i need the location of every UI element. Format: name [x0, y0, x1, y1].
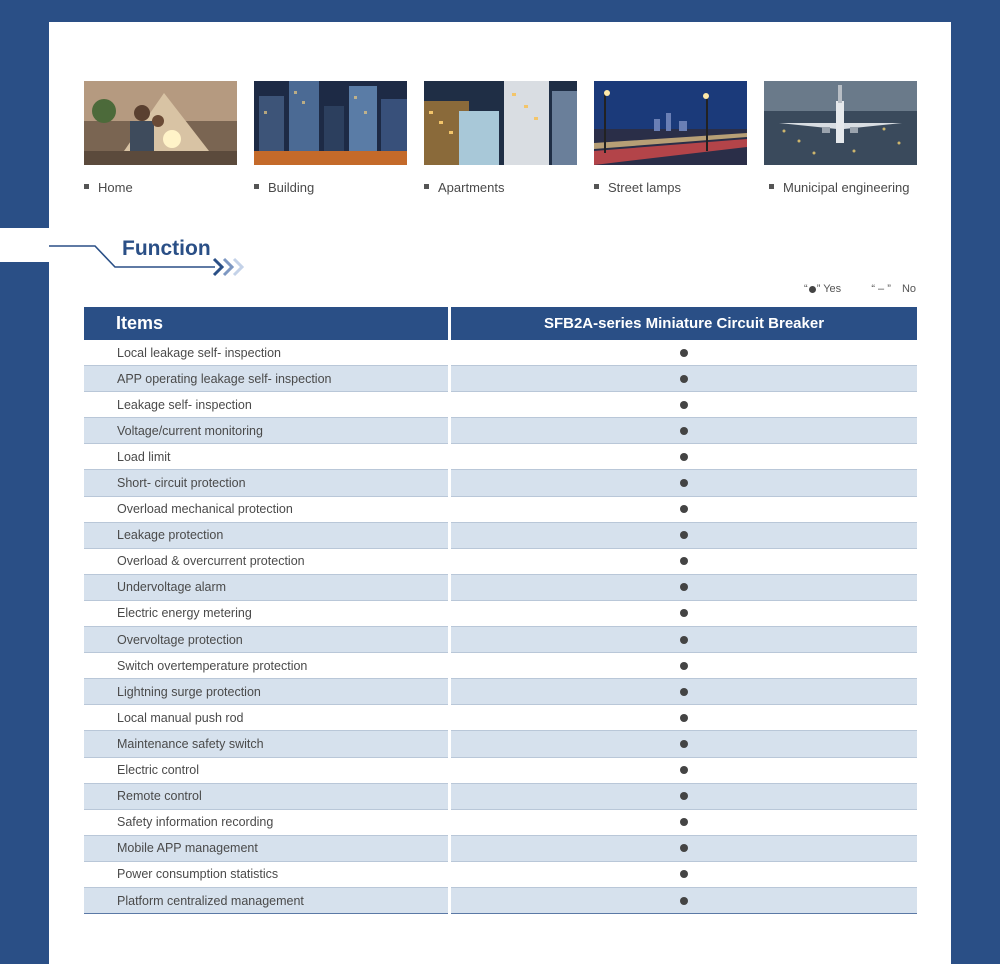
airport-airplane-photo [764, 81, 917, 165]
function-item-label: Platform centralized management [84, 888, 448, 914]
table-body [84, 340, 917, 914]
function-item-label: Undervoltage alarm [84, 575, 448, 601]
filled-dot-icon [680, 636, 688, 644]
support-cell [451, 575, 917, 601]
filled-dot-icon [680, 766, 688, 774]
header-product: SFB2A-series Miniature Circuit Breaker [451, 307, 917, 340]
table-row [84, 470, 917, 496]
support-cell [451, 340, 917, 366]
section-title: Function [122, 237, 211, 260]
street-lamps-photo [594, 81, 747, 165]
legend-no-symbol: “ – ” [871, 283, 891, 295]
table-row [84, 523, 917, 549]
application-label: Building [254, 180, 314, 195]
application-label: Home [84, 180, 133, 195]
function-item-label: Switch overtemperature protection [84, 653, 448, 679]
support-cell [451, 888, 917, 914]
filled-dot-icon [680, 401, 688, 409]
function-item-label: Overload & overcurrent protection [84, 549, 448, 575]
filled-dot-icon [680, 505, 688, 513]
support-cell [451, 523, 917, 549]
filled-dot-icon [680, 557, 688, 565]
function-item-label: APP operating leakage self- inspection [84, 366, 448, 392]
function-item-label: Short- circuit protection [84, 470, 448, 496]
bullet-square-icon [769, 184, 774, 189]
applications-row [84, 81, 917, 201]
support-cell [451, 810, 917, 836]
application-label: Apartments [424, 180, 504, 195]
function-item-label: Remote control [84, 784, 448, 810]
function-item-label: Mobile APP management [84, 836, 448, 862]
legend: “ ” Yes “ – ” No [804, 283, 916, 295]
function-item-label: Safety information recording [84, 810, 448, 836]
support-cell [451, 627, 917, 653]
bullet-square-icon [594, 184, 599, 189]
support-cell [451, 549, 917, 575]
table-row [84, 418, 917, 444]
family-living-room-photo [84, 81, 237, 165]
table-row [84, 549, 917, 575]
filled-dot-icon [680, 349, 688, 357]
function-item-label: Overload mechanical protection [84, 497, 448, 523]
heading-white-tab [0, 228, 49, 262]
filled-dot-icon [680, 583, 688, 591]
table-row [84, 392, 917, 418]
application-home [84, 81, 237, 195]
bullet-square-icon [424, 184, 429, 189]
filled-dot-icon [680, 714, 688, 722]
support-cell [451, 601, 917, 627]
table-header [84, 307, 917, 340]
table-row [84, 784, 917, 810]
filled-dot-icon [680, 897, 688, 905]
filled-dot-icon [680, 792, 688, 800]
function-item-label: Load limit [84, 444, 448, 470]
support-cell [451, 444, 917, 470]
table-row [84, 810, 917, 836]
filled-dot-icon [680, 870, 688, 878]
table-row [84, 862, 917, 888]
function-item-label: Overvoltage protection [84, 627, 448, 653]
table-row [84, 731, 917, 757]
support-cell [451, 731, 917, 757]
table-row [84, 627, 917, 653]
table-row [84, 497, 917, 523]
filled-dot-icon [680, 375, 688, 383]
filled-dot-icon [680, 818, 688, 826]
application-street-lamps [594, 81, 747, 195]
function-item-label: Local manual push rod [84, 705, 448, 731]
legend-no-label: No [901, 283, 916, 295]
legend-yes-label: Yes [823, 283, 842, 295]
filled-dot-icon [680, 427, 688, 435]
filled-dot-icon [680, 740, 688, 748]
table-row [84, 444, 917, 470]
table-row [84, 758, 917, 784]
support-cell [451, 497, 917, 523]
city-buildings-photo [254, 81, 407, 165]
table-row [84, 705, 917, 731]
function-item-label: Electric energy metering [84, 601, 448, 627]
filled-dot-icon [680, 662, 688, 670]
function-item-label: Maintenance safety switch [84, 731, 448, 757]
function-item-label: Voltage/current monitoring [84, 418, 448, 444]
support-cell [451, 758, 917, 784]
table-row [84, 601, 917, 627]
table-row [84, 653, 917, 679]
application-apartments [424, 81, 577, 195]
function-item-label: Leakage self- inspection [84, 392, 448, 418]
filled-dot-icon [680, 688, 688, 696]
support-cell [451, 784, 917, 810]
apartments-night-photo [424, 81, 577, 165]
filled-dot-icon [809, 286, 816, 293]
header-items: Items [84, 307, 448, 340]
filled-dot-icon [680, 479, 688, 487]
chevrons-icon [212, 257, 248, 277]
table-row [84, 366, 917, 392]
table-row [84, 679, 917, 705]
filled-dot-icon [680, 609, 688, 617]
bullet-square-icon [254, 184, 259, 189]
function-item-label: Electric control [84, 758, 448, 784]
function-item-label: Lightning surge protection [84, 679, 448, 705]
bullet-square-icon [84, 184, 89, 189]
filled-dot-icon [680, 453, 688, 461]
application-municipal-engineering [764, 81, 917, 195]
table-row [84, 888, 917, 914]
support-cell [451, 705, 917, 731]
function-item-label: Local leakage self- inspection [84, 340, 448, 366]
support-cell [451, 470, 917, 496]
application-label: Street lamps [594, 180, 681, 195]
table-row [84, 836, 917, 862]
support-cell [451, 366, 917, 392]
table-row [84, 340, 917, 366]
application-label: Municipal engineering [769, 180, 909, 195]
support-cell [451, 836, 917, 862]
function-item-label: Power consumption statistics [84, 862, 448, 888]
filled-dot-icon [680, 844, 688, 852]
function-table [84, 307, 917, 914]
function-item-label: Leakage protection [84, 523, 448, 549]
filled-dot-icon [680, 531, 688, 539]
support-cell [451, 653, 917, 679]
table-row [84, 575, 917, 601]
support-cell [451, 392, 917, 418]
support-cell [451, 418, 917, 444]
application-building [254, 81, 407, 195]
support-cell [451, 679, 917, 705]
support-cell [451, 862, 917, 888]
